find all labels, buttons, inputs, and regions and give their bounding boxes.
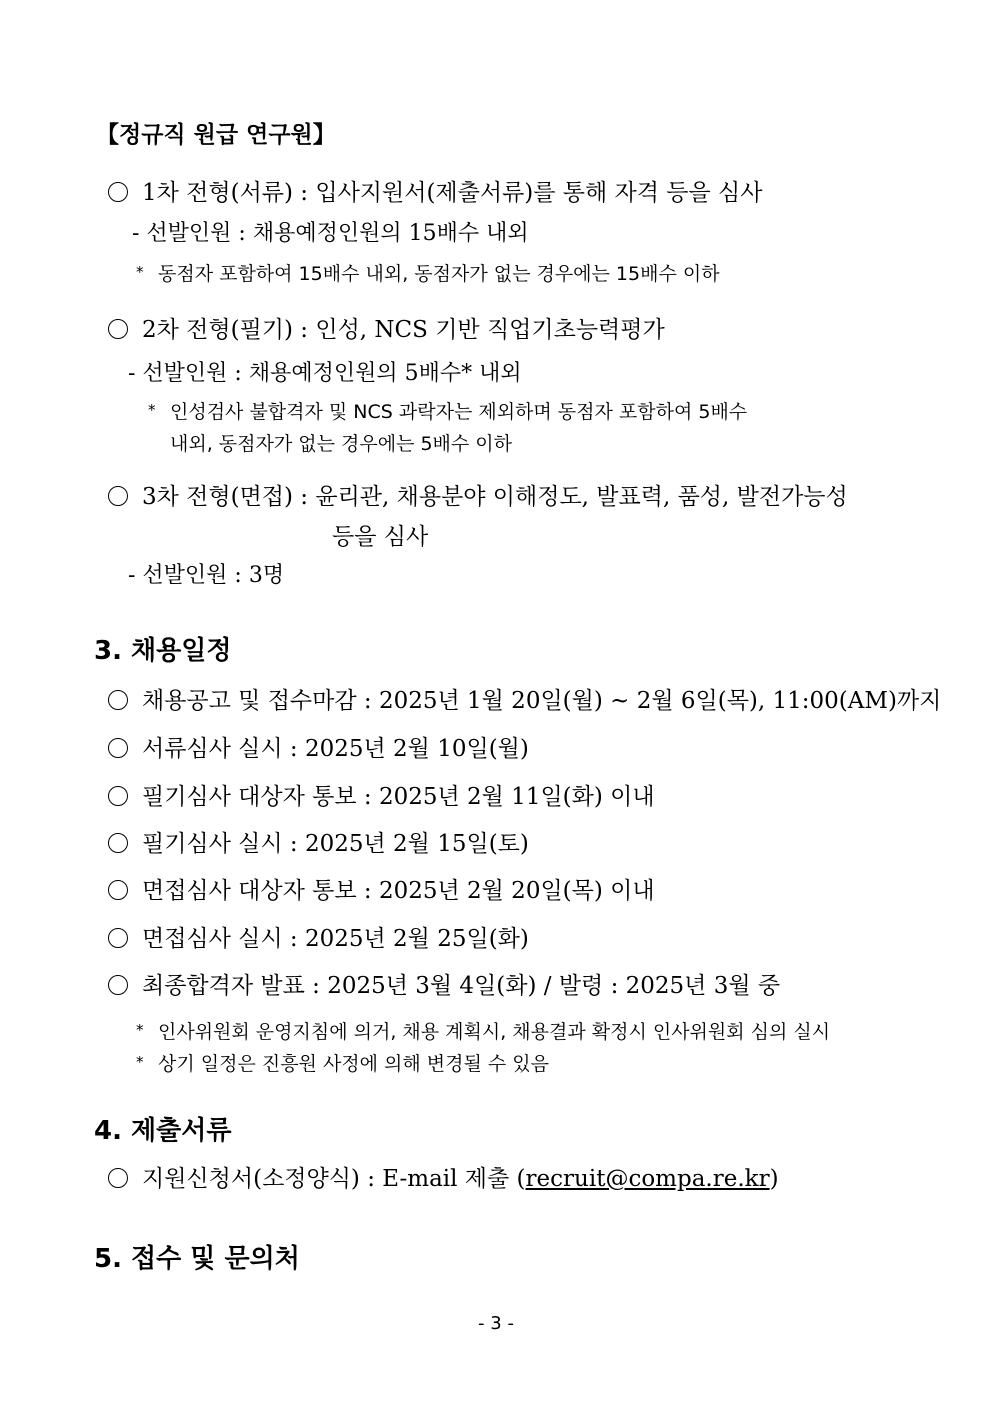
asterisk-icon: * [148,401,156,419]
stage1-text: 1차 전형(서류) : 입사지원서(제출서류)를 통해 자격 등을 심사 [142,180,763,206]
asterisk-icon: * [136,1021,144,1039]
schedule-item: 최종합격자 발표 : 2025년 3월 4일(화) / 발령 : 2025년 3월 중 [108,967,780,1000]
bullet-circle-icon [108,182,128,202]
asterisk-icon: * [136,263,144,281]
bullet-circle-icon [108,319,128,339]
asterisk-icon: * [136,1053,144,1071]
stage2-note-line2: 내외, 동점자가 없는 경우에는 5배수 이하 [170,433,512,455]
stage1-line [108,174,762,207]
stage2-line [108,311,665,344]
bullet-circle-icon [108,786,128,806]
page-number: - 3 - [478,1313,514,1334]
bullet-circle-icon [108,738,128,758]
bullet-circle-icon [108,928,128,948]
email-link[interactable]: recruit@compa.re.kr [525,1166,770,1192]
schedule-item: 면접심사 대상자 통보 : 2025년 2월 20일(목) 이내 [108,872,655,905]
hiring-class-title: 【정규직 원급 연구원】 [96,122,336,148]
stage3-text: 3차 전형(면접) : 윤리관, 채용분야 이해정도, 발표력, 품성, 발전가능성 [142,484,848,510]
documents-item: 지원신청서(소정양식) : E-mail 제출 (recruit@compa.re.kr) [108,1160,779,1193]
schedule-item: 필기심사 대상자 통보 : 2025년 2월 11일(화) 이내 [108,778,655,811]
schedule-item: 면접심사 실시 : 2025년 2월 25일(화) [108,920,529,953]
stage3-selection: - 선발인원 : 3명 [128,563,285,588]
contact-heading: 5. 접수 및 문의처 [94,1244,300,1274]
bullet-circle-icon [108,880,128,900]
schedule-note: * 인사위원회 운영지침에 의거, 채용 계획시, 채용결과 확정시 인사위원회 심의 실시 [136,1021,831,1043]
bullet-circle-icon [108,1168,128,1188]
schedule-item: 서류심사 실시 : 2025년 2월 10일(월) [108,730,529,763]
schedule-item: 필기심사 실시 : 2025년 2월 15일(토) [108,825,529,858]
stage2-text: 2차 전형(필기) : 인성, NCS 기반 직업기초능력평가 [142,317,665,343]
stage2-note-line1: * 인성검사 불합격자 및 NCS 과락자는 제외하며 동점자 포함하여 5배수 [148,401,748,423]
documents-heading: 4. 제출서류 [94,1116,232,1146]
schedule-note: * 상기 일정은 진흥원 사정에 의해 변경될 수 있음 [136,1053,550,1075]
bullet-circle-icon [108,975,128,995]
bullet-circle-icon [108,486,128,506]
stage2-selection: - 선발인원 : 채용예정인원의 5배수* 내외 [128,361,522,386]
stage3-text-cont: 등을 심사 [332,524,429,550]
bullet-circle-icon [108,690,128,710]
stage1-selection: - 선발인원 : 채용예정인원의 15배수 내외 [132,221,529,246]
schedule-heading: 3. 채용일정 [94,636,232,666]
schedule-item: 채용공고 및 접수마감 : 2025년 1월 20일(월) ~ 2월 6일(목), 11:00(AM)까지 [108,682,941,715]
stage1-note: * 동점자 포함하여 15배수 내외, 동점자가 없는 경우에는 15배수 이하 [136,263,720,285]
stage3-line [108,478,848,511]
bullet-circle-icon [108,833,128,853]
